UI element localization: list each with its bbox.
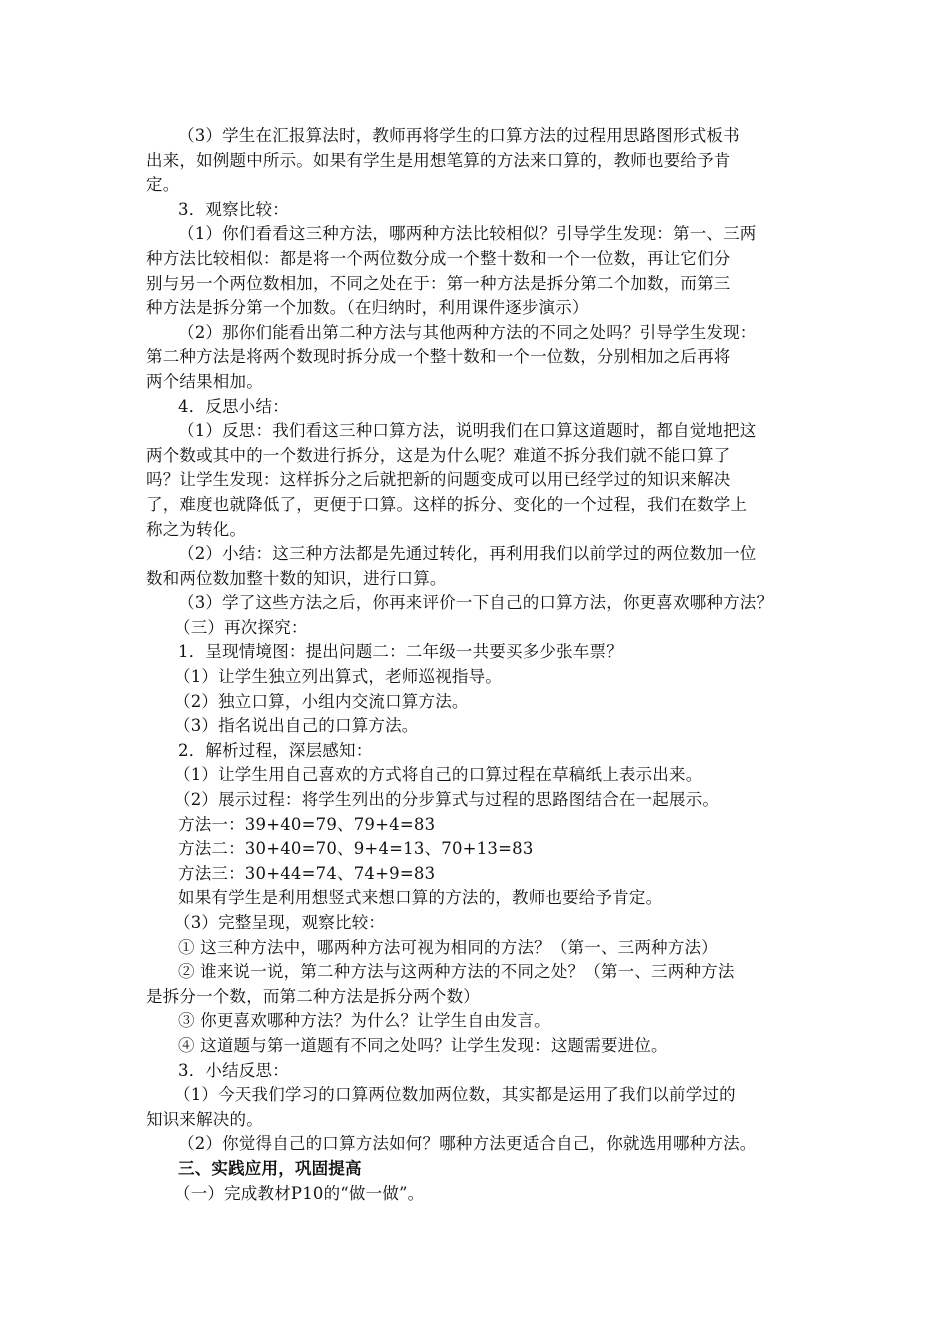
text-line: （2）独立口算，小组内交流口算方法。: [174, 691, 469, 711]
text-line: 称之为转化。: [146, 519, 247, 539]
text-line: （1）让学生用自己喜欢的方式将自己的口算过程在草稿纸上表示出来。: [174, 765, 703, 785]
text-line: 4．反思小结：: [178, 396, 289, 416]
text-line: （2）小结：这三种方法都是先通过转化，再利用我们以前学过的两位数加一位: [178, 544, 757, 564]
text-line: 3．小结反思：: [178, 1060, 289, 1080]
text-line: 第二种方法是将两个数现时拆分成一个整十数和一个一位数，分别相加之后再将: [146, 347, 731, 367]
text-line: ④ 这道题与第一道题有不同之处吗？让学生发现：这题需要进位。: [178, 1035, 668, 1055]
text-line: 2．解析过程，深层感知：: [178, 740, 373, 760]
text-line: （1）你们看看这三种方法，哪两种方法比较相似？引导学生发现：第一、三两: [178, 224, 757, 244]
text-line: 两个数或其中的一个数进行拆分，这是为什么呢？难道不拆分我们就不能口算了: [146, 445, 731, 465]
text-line: 出来，如例题中所示。如果有学生是用想笔算的方法来口算的，教师也要给予肯: [146, 150, 731, 170]
text-line: 两个结果相加。: [146, 371, 263, 391]
text-line: （2）展示过程：将学生列出的分步算式与过程的思路图结合在一起展示。: [174, 790, 720, 810]
text-line: （三）再次探究：: [174, 617, 308, 637]
text-line: （1）反思：我们看这三种口算方法，说明我们在口算这道题时，都自觉地把这: [178, 421, 757, 441]
text-line: 如果有学生是利用想竖式来想口算的方法的，教师也要给予肯定。: [178, 888, 663, 908]
text-line: 知识来解决的。: [146, 1109, 263, 1129]
text-line: 了，难度也就降低了，更便于口算。这样的拆分、变化的一个过程，我们在数学上: [146, 494, 748, 514]
text-line: （2）那你们能看出第二种方法与其他两种方法的不同之处吗？引导学生发现：: [178, 322, 757, 342]
text-line: （3）学生在汇报算法时，教师再将学生的口算方法的过程用思路图形式板书: [178, 126, 740, 145]
text-line: （1）让学生独立列出算式，老师巡视指导。: [174, 667, 502, 687]
text-line: 1．呈现情境图：提出问题二：二年级一共要买多少张车票？: [178, 642, 623, 662]
text-line: 别与另一个两位数相加，不同之处在于：第一种方法是拆分第二个加数，而第三: [146, 273, 731, 293]
text-line: （3）完整呈现，观察比较：: [174, 913, 386, 932]
text-line: ③ 你更喜欢哪种方法？为什么？让学生自由发言。: [178, 1011, 551, 1031]
text-line: 吗？让学生发现：这样拆分之后就把新的问题变成可以用已经学过的知识来解决: [146, 470, 731, 490]
text-line: 种方法比较相似：都是将一个两位数分成一个整十数和一个一位数，再让它们分: [146, 248, 731, 268]
text-line: ① 这三种方法中，哪两种方法可视为相同的方法？（第一、三两种方法）: [178, 937, 718, 957]
text-line: ② 谁来说一说，第二种方法与这两种方法的不同之处？（第一、三两种方法: [178, 962, 735, 982]
text-line: 种方法是拆分第一个加数。（在归纳时，利用课件逐步演示）: [146, 298, 589, 318]
text-line: 数和两位数加整十数的知识，进行口算。: [146, 568, 447, 588]
text-line: （3）学了这些方法之后，你再来评价一下自己的口算方法，你更喜欢哪种方法？: [178, 593, 774, 613]
text-line: 方法三：30+44=74、74+9=83: [178, 863, 436, 883]
text-line: 是拆分一个数，而第二种方法是拆分两个数）: [146, 986, 480, 1006]
text-line: （1）今天我们学习的口算两位数加两位数，其实都是运用了我们以前学过的: [174, 1085, 736, 1105]
document-body: [146, 124, 814, 1206]
text-line: （2）你觉得自己的口算方法如何？哪种方法更适合自己，你就选用哪种方法。: [178, 1134, 757, 1154]
text-line: 定。: [146, 175, 180, 195]
text-line: （3）指名说出自己的口算方法。: [174, 716, 419, 736]
text-line: 方法一：39+40=79、79+4=83: [178, 814, 436, 834]
text-line: （一）完成教材P10的“做一做”。: [174, 1183, 425, 1203]
text-line: 3．观察比较：: [178, 199, 289, 219]
text-line: 三、实践应用，巩固提高: [178, 1158, 362, 1178]
text-line: 方法二：30+40=70、9+4=13、70+13=83: [178, 839, 534, 859]
